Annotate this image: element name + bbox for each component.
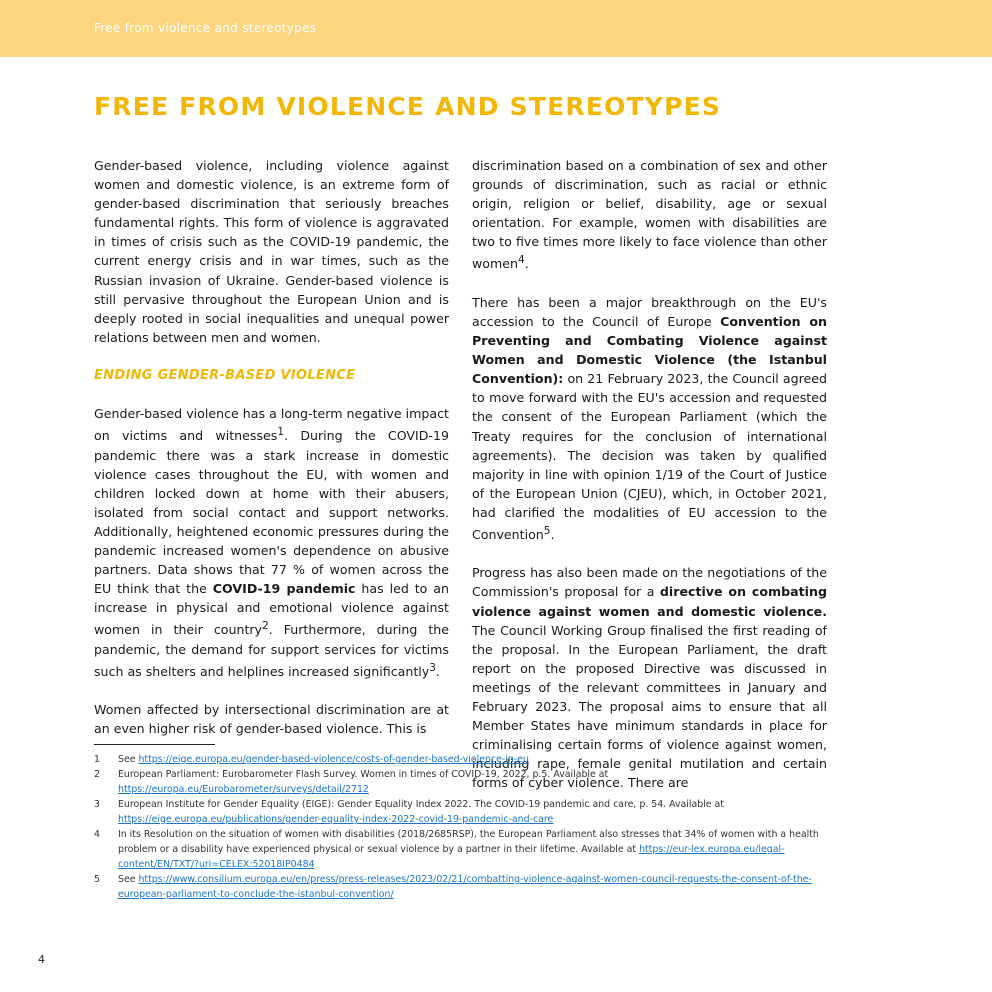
footnote: 2 European Parliament: Eurobarometer Flash Survey. Women in times of COVID-19, 2022, p.5. Available at https://europa.eu/Eurobarometer/surveys/detail/2712 [94,769,609,795]
footnote: 5 See https://www.consilium.europa.eu/en/press/press-releases/2023/02/21/combatting-violence-against-women-council-requests-the-consent-of-the-european-parliament-to-conclude-the-istanbul-convention/ [94,874,812,900]
section-subheading: ENDING GENDER-BASED VIOLENCE [94,368,356,384]
left-column [94,156,449,757]
page-number: 4 [38,953,45,966]
istanbul-paragraph: There has been a major breakthrough on the EU's accession to the Council of Europe Convention on Preventing and Combating Violence against Women and Domestic Violence (the Istanbul Convention): on 21 February 2023, the Council agreed to move forward with the EU's accession and requested the consent of the European Parliament (which the Treaty requires for the conclusion of international agreements). The decision was taken by qualified majority in line with opinion 1/19 of the Court of Justice of the European Union (CJEU), which, in October 2021, had clarified the modalities of EU accession to the Convention$^5$. [472,294,827,543]
footnote: 1 See https://eige.europa.eu/gender-based-violence/costs-of-gender-based-violence-in-eu [94,754,529,765]
footnote-ref-4[interactable]: 4 [518,254,525,267]
footnote-ref-3[interactable]: 3 [429,661,436,674]
footnote-link[interactable]: https://europa.eu/Eurobarometer/surveys/detail/2712 [118,784,369,795]
footnote: 3 European Institute for Gender Equality (EIGE): Gender Equality Index 2022. The COVID-19 pandemic and care, p. 54. Available at https://eige.europa.eu/publications/gender-equality-index-2022-covid-19-pandemic-and-care [94,799,724,825]
page-title: FREE FROM VIOLENCE AND STEREOTYPES [94,92,722,121]
right-column [472,156,827,812]
footnote: 4 In its Resolution on the situation of women with disabilities (2018/2685RSP), the European Parliament also stresses that 34% of women with a health problem or a disability have experienced physical or sexual violence by a partner in their lifetime. Available at https://eur-lex.europa.eu/legal-content/EN/TXT/?uri=CELEX:52018IP0484 [94,829,819,870]
header-band [0,0,992,57]
footnote-link[interactable]: https://eige.europa.eu/publications/gender-equality-index-2022-covid-19-pandemic-and-care [118,814,554,825]
intro-paragraph: Gender-based violence, including violence against women and domestic violence, is an extreme form of gender-based discrimination that seriously breaches fundamental rights. This form of violence is aggravated in times of crisis such as the COVID-19 pandemic, the current energy crisis and in war times, such as the Russian invasion of Ukraine. Gender-based violence is still pervasive throughout the European Union and is deeply rooted in social inequalities and unequal power relations between men and women. [94,158,449,345]
footnote-ref-5[interactable]: 5 [543,524,551,537]
directive-paragraph: Progress has also been made on the negotiations of the Commission's proposal for a directive on combating violence against women and domestic violence. The Council Working Group finalised the first reading of the proposal. In the European Parliament, the draft report on the proposed Directive was discussed in meetings of the relevant committees in January and February 2023. The proposal aims to ensure that all Member States have minimum standards in place for criminalising certain forms of violence against women, including rape, female genital mutilation and certain forms of cyber violence. There are [472,565,827,791]
footnote-divider [94,744,215,745]
running-title: Free from violence and stereotypes [94,21,317,35]
footnotes [94,752,824,902]
footnote-link[interactable]: https://eige.europa.eu/gender-based-violence/costs-of-gender-based-violence-in-eu [138,754,529,765]
footnote-link[interactable]: https://eur-lex.europa.eu/legal-content/EN/TXT/?uri=CELEX:52018IP0484 [118,844,785,870]
footnote-ref-2[interactable]: 2 [262,620,269,633]
intersectional-paragraph: Women affected by intersectional discrimination are at an even higher risk of gender-based violence. This is [94,702,449,737]
discrimination-paragraph: discrimination based on a combination of sex and other grounds of discrimination, such as racial or ethnic origin, religion or belief, disability, age or sexual orientation. For example, women with disabilities are two to five times more likely to face violence than other women$^4$. [472,158,827,272]
footnote-link[interactable]: https://www.consilium.europa.eu/en/press/press-releases/2023/02/21/combatting-violence-against-women-council-requests-the-consent-of-the-european-parliament-to-conclude-the-istanbul-convention/ [118,874,812,900]
footnote-ref-1[interactable]: 1 [277,426,285,439]
impact-paragraph: Gender-based violence has a long-term negative impact on victims and witnesses$^1$. During the COVID-19 pandemic there was a stark increase in domestic violence cases throughout the EU, with women and children locked down at home with their abusers, isolated from social contact and support networks. Additionally, heightened economic pressures during the pandemic increased women's dependence on abusive partners. Data shows that 77 % of women across the EU think that the COVID-19 pandemic has led to an increase in physical and emotional violence against women in their country$^2$. Furthermore, during the pandemic, the demand for support services for victims such as shelters and helplines increased significantly$^3$. [94,406,450,679]
